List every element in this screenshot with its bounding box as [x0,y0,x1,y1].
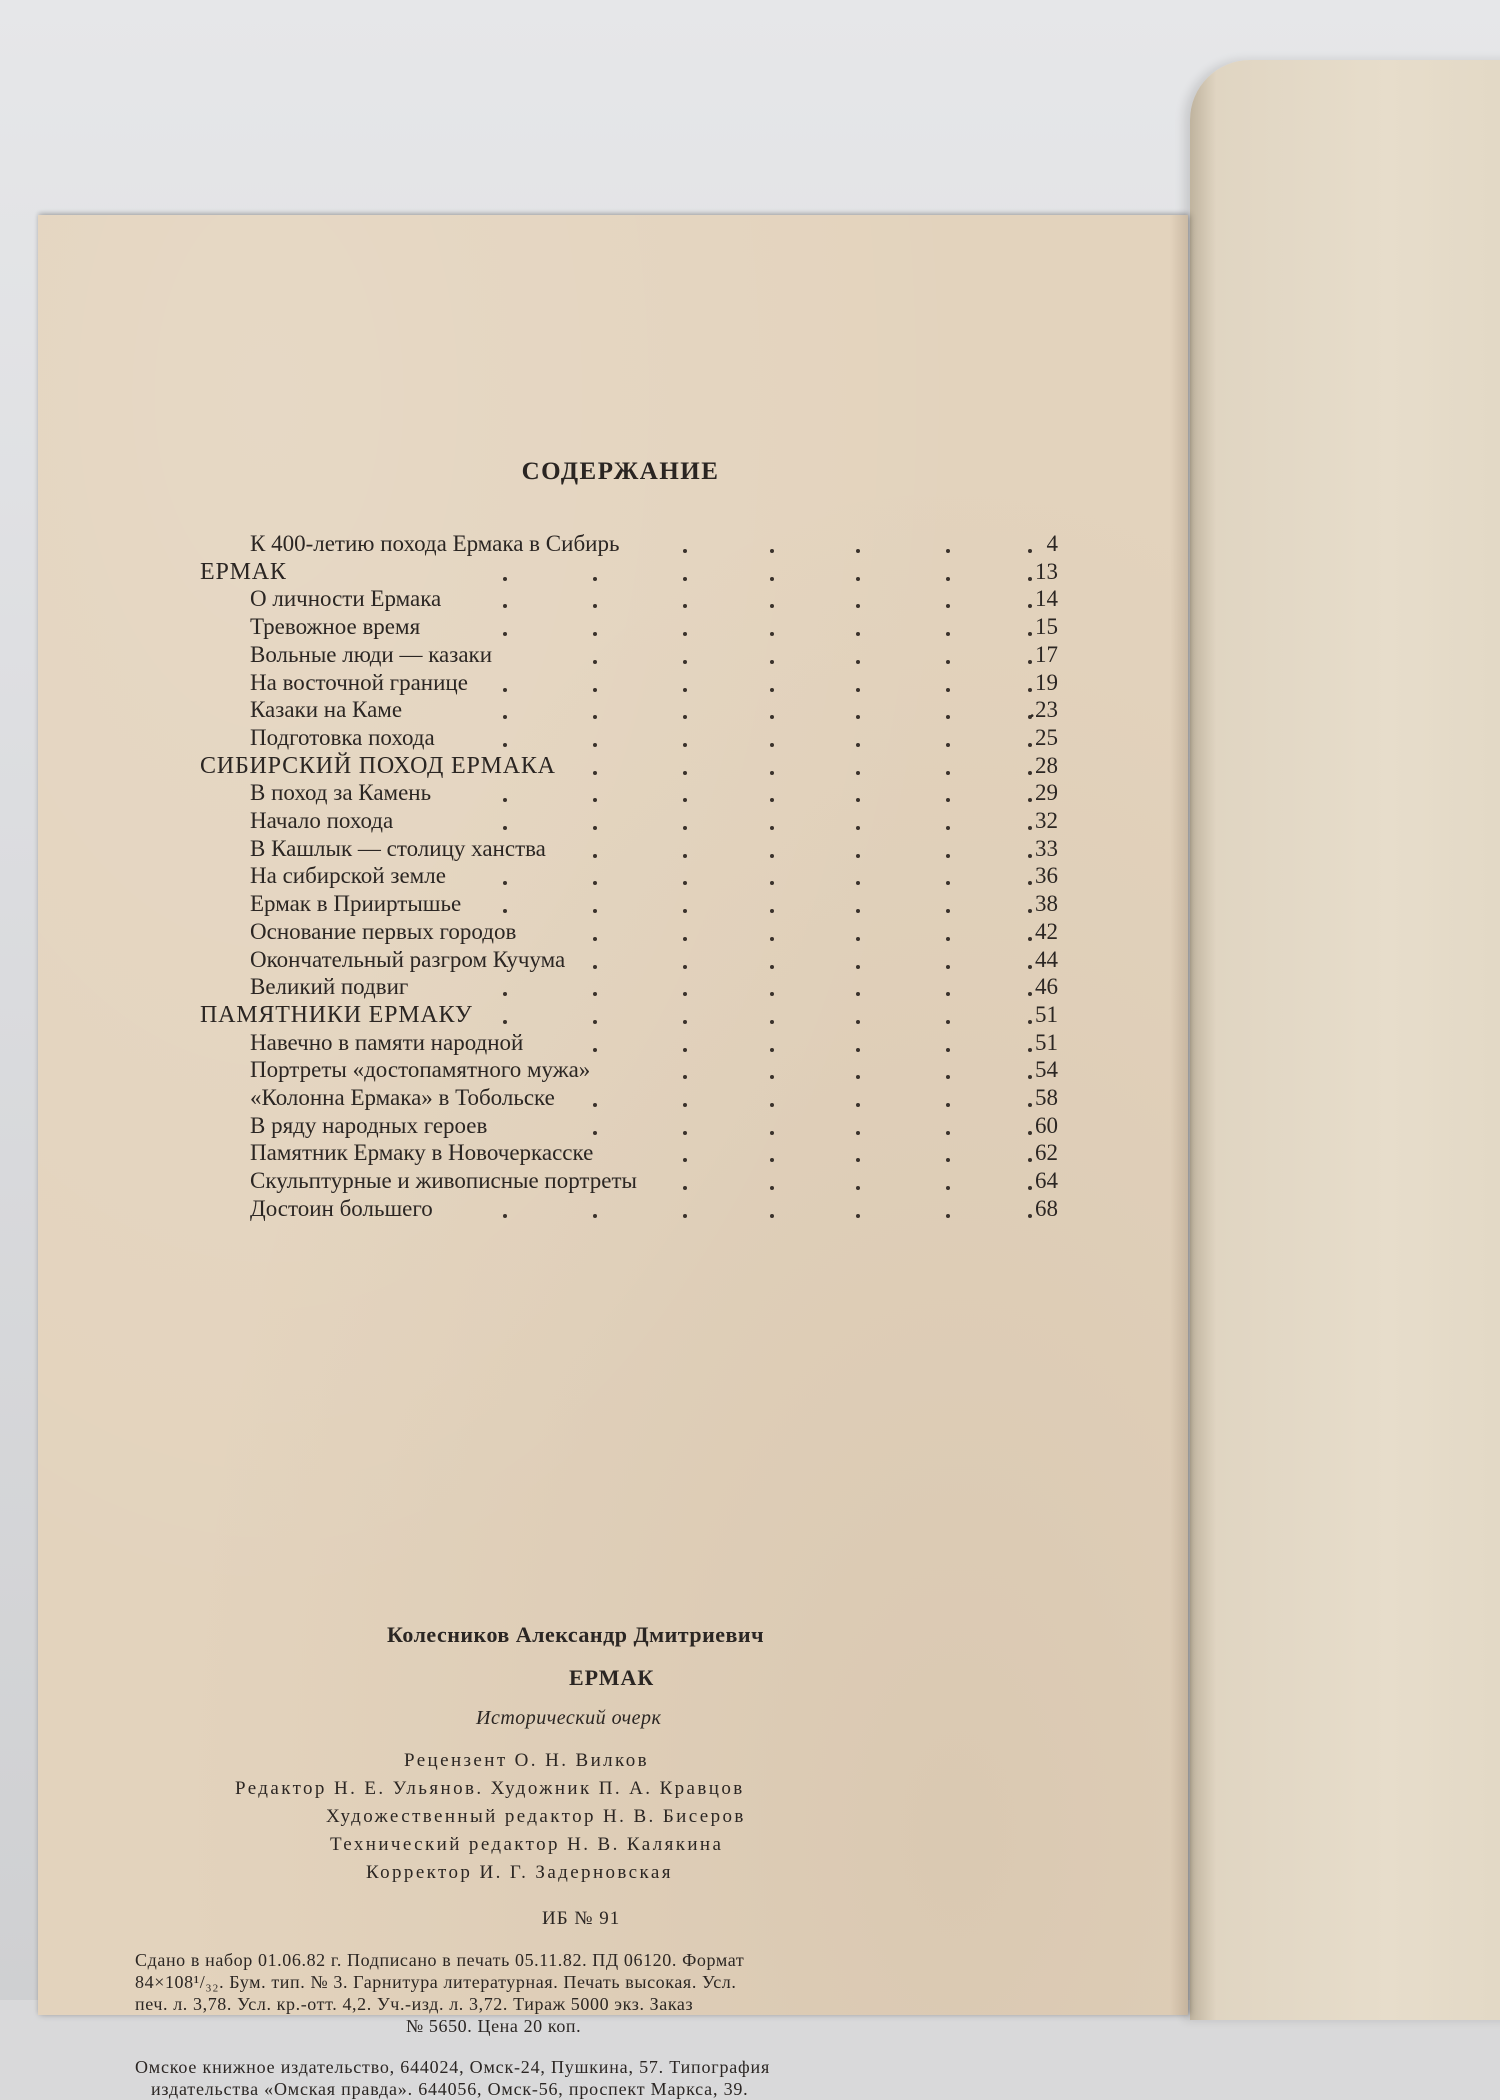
book-subtitle: Исторический очерк [476,1707,662,1729]
toc-page-number: 15 [1035,614,1058,640]
author-name: Колесников Александр Дмитриевич [387,1622,764,1647]
toc-page-number: 14 [1035,586,1058,612]
toc-page-number: 17 [1035,641,1058,667]
toc-entry-label: Окончательный разгром Кучума [250,946,566,972]
toc-entry [38,779,1188,807]
toc-entry-label: Великий подвиг [250,974,409,1000]
toc-entry-label: К 400-летию похода Ермака в Сибирь [250,531,620,556]
toc-entry [38,1084,1188,1112]
toc-entry-label: Подготовка похода [250,724,435,750]
toc-page-number: 38 [1035,891,1058,917]
toc-entry [38,1195,1188,1223]
credit-tech-editor: Технический редактор Н. В. Калякина [330,1834,724,1855]
toc-page-number: 25 [1035,724,1058,750]
toc-entry [38,973,1188,1001]
toc-section [38,752,1188,780]
toc-page-number: 32 [1035,808,1058,833]
toc-entry [38,835,1188,863]
toc-entry-label: В поход за Камень [250,780,432,806]
imprint-line: печ. л. 3,78. Усл. кр.-отт. 4,2. Уч.-изд. л. 3,72. Тираж 5000 экз. Заказ [135,1994,694,2014]
toc-entry [38,530,1188,558]
toc-page-number: 42 [1035,918,1058,944]
toc-entry [38,918,1188,946]
toc-entry [38,1056,1188,1084]
credit-reviewer: Рецензент О. Н. Вилков [404,1750,649,1771]
toc-entry-label: СИБИРСКИЙ ПОХОД ЕРМАКА [200,752,556,779]
toc-entry-label: «Колонна Ермака» в Тобольске [250,1085,555,1110]
toc-entry-label: Достоин большего [250,1195,433,1221]
toc-entry [38,613,1188,641]
toc-entry [38,641,1188,669]
facing-page [1190,60,1500,2020]
toc-page-number: 58 [1035,1085,1058,1110]
toc-entry [38,1139,1188,1167]
toc-page-number: 28 [1035,752,1058,778]
toc-entry [38,1112,1188,1140]
toc-page-number: 4 [1046,531,1058,556]
toc-entry-label: В Кашлык — столицу ханства [250,835,546,861]
toc-entry [38,862,1188,890]
toc-section [38,1001,1188,1029]
toc-page-number: 60 [1035,1112,1058,1138]
toc-entry-label: Казаки на Каме [250,697,403,723]
toc-entry [38,724,1188,752]
toc-page-number: 64 [1035,1168,1058,1194]
toc-entry [38,1029,1188,1057]
toc-entry-label: Тревожное время [250,614,421,640]
imprint-line: 84×108¹/₃₂. Бум. тип. № 3. Гарнитура литературная. Печать высокая. Усл. [135,1972,737,1992]
toc-page-number: 36 [1035,863,1058,889]
toc-entry-label: На восточной границе [250,669,468,695]
toc-title: СОДЕРЖАНИЕ [521,458,720,485]
toc-entry [38,696,1188,724]
toc-page-number: 13 [1035,558,1058,584]
book-page [38,215,1188,2099]
toc-entry-label: ЕРМАК [200,558,287,585]
ib-number: ИБ № 91 [542,1908,621,1929]
credit-proofreader: Корректор И. Г. Задерновская [366,1862,673,1883]
toc-entry [38,1167,1188,1195]
publisher-line: издательства «Омская правда». 644056, Омск-56, проспект Маркса, 39. [151,2079,749,2099]
toc-entry-label: Скульптурные и живописные портреты [250,1168,637,1194]
toc-entry [38,585,1188,613]
toc-entry-label: Основание первых городов [250,918,517,944]
toc-entry-label: О личности Ермака [250,586,442,612]
toc-entry-label: В ряду народных героев [250,1112,488,1138]
credit-art-editor: Художественный редактор Н. В. Бисеров [326,1806,746,1827]
toc-page-number: .23 [1029,697,1058,723]
toc-entry [38,890,1188,918]
toc-page-number: 19 [1035,669,1058,695]
imprint-line: № 5650. Цена 20 коп. [406,2016,582,2036]
book-title: ЕРМАК [569,1665,655,1690]
publisher-line: Омское книжное издательство, 644024, Омск-24, Пушкина, 57. Типография [135,2057,771,2077]
toc-page-number: 33 [1035,835,1058,861]
toc-entry [38,669,1188,697]
toc-page-number: 44 [1035,946,1058,972]
toc-page-number: 62 [1035,1140,1058,1166]
imprint-line: Сдано в набор 01.06.82 г. Подписано в печать 05.11.82. ПД 06120. Формат [135,1950,745,1970]
toc-entry-label: На сибирской земле [250,863,446,889]
toc-entry-label: Памятник Ермаку в Новочеркасске [250,1140,594,1166]
toc-entry-label: Навечно в памяти народной [250,1029,524,1055]
toc-entry-label: Ермак в Прииртышье [250,891,462,917]
toc-page-number: 51 [1035,1001,1058,1027]
toc-page-number: 51 [1035,1029,1058,1055]
credit-editor-artist: Редактор Н. Е. Ульянов. Художник П. А. Кравцов [235,1778,745,1799]
toc-entry-label: ПАМЯТНИКИ ЕРМАКУ [200,1001,473,1028]
toc-page-number: 29 [1035,780,1058,806]
toc-entry-label: Портреты «достопамятного мужа» [250,1057,591,1083]
toc-page-number: 46 [1035,974,1058,1000]
toc-entry [38,807,1188,835]
toc-entry-label: Начало похода [250,808,394,833]
toc-page-number: 54 [1035,1057,1058,1083]
toc-page-number: 68 [1035,1195,1058,1221]
toc-section [38,558,1188,586]
toc-entry [38,946,1188,974]
toc-entry-label: Вольные люди — казаки [250,641,493,667]
